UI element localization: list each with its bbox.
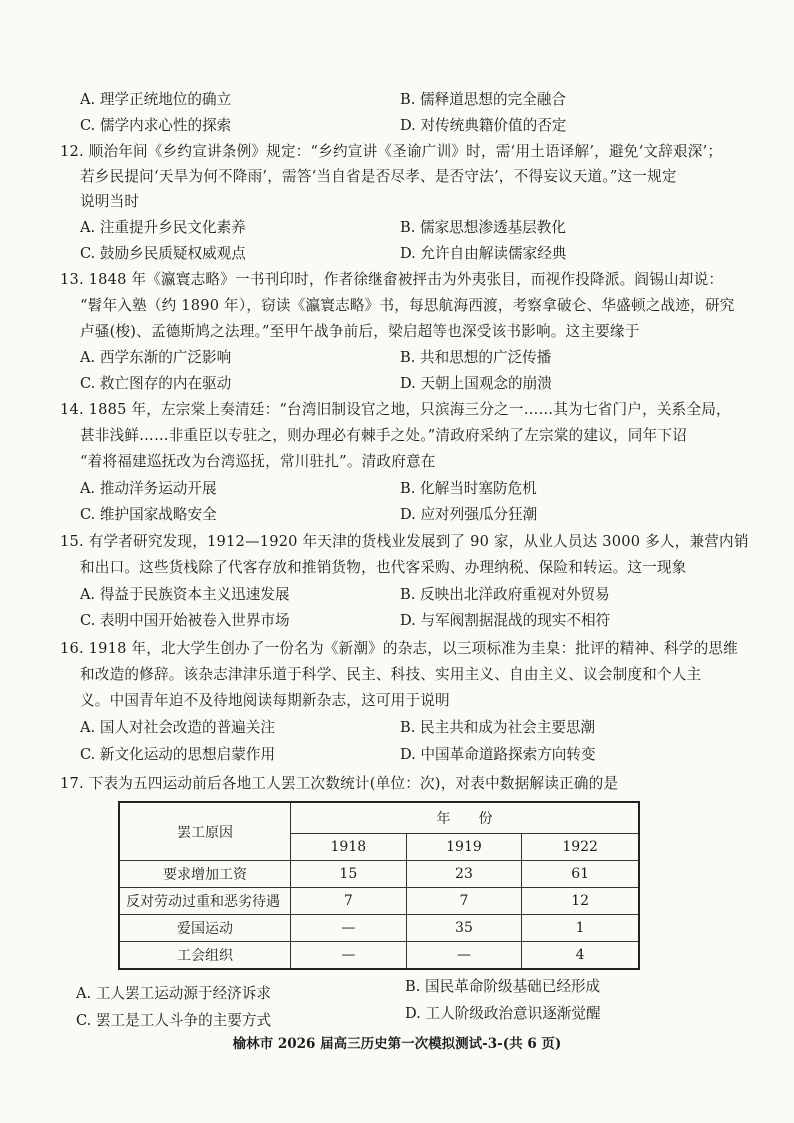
table-cell: —	[406, 942, 522, 970]
q15-option-c: C. 表明中国开始被卷入世界市场	[80, 612, 290, 629]
table-row-label: 反对劳动过重和恶劣待遇	[119, 888, 291, 915]
table-row	[119, 888, 639, 915]
table-row	[119, 942, 639, 970]
table-year-1918: 1918	[291, 834, 407, 861]
q13-option-d: D. 天朝上国观念的崩溃	[400, 375, 552, 392]
q13-stem-line2: “髫年入塾（约 1890 年），窃读《瀛寰志略》书，每思航海西渡，考察拿破仑、华盛顿之战迹，研究	[80, 297, 735, 314]
q14-option-b: B. 化解当时塞防危机	[400, 480, 537, 497]
q13-stem-line1: 13. 1848 年《瀛寰志略》一书刊印时，作者徐继畲被抨击为外夷张目，而视作投降派。阎锡山却说：	[60, 271, 724, 288]
q16-option-d: D. 中国革命道路探索方向转变	[400, 746, 596, 763]
q16-stem-line2: 和改造的修辞。该杂志津津乐道于科学、民主、科技、实用主义、自由主义、议会制度和个人主	[80, 666, 702, 683]
q16-option-b: B. 民主共和成为社会主要思潮	[400, 719, 596, 736]
q13-option-b: B. 共和思想的广泛传播	[400, 349, 552, 366]
q17-option-b: B. 国民革命阶级基础已经形成	[405, 978, 601, 995]
table-cell: 7	[406, 888, 522, 915]
table-cell: 12	[522, 888, 639, 915]
q12-stem-line2: 若乡民提问‘天旱为何不降雨’，需答‘当自省是否尽孝、是否守法’，不得妄议天道。”这一规定	[80, 168, 677, 185]
q15-option-b: B. 反映出北洋政府重视对外贸易	[400, 586, 610, 603]
q13-option-c: C. 救亡图存的内在驱动	[80, 375, 232, 392]
table-row-label: 工会组织	[119, 942, 291, 970]
q14-option-a: A. 推动洋务运动开展	[80, 480, 217, 497]
q12-option-d: D. 允许自由解读儒家经典	[400, 245, 567, 262]
table-cell: —	[291, 942, 407, 970]
table-row	[119, 861, 639, 888]
page-footer: 榆林市 2026 届高三历史第一次模拟测试-3-(共 6 页)	[232, 1036, 562, 1052]
q14-option-d: D. 应对列强瓜分狂潮	[400, 506, 538, 523]
q12-stem-line3: 说明当时	[80, 193, 140, 210]
q11-option-b: B. 儒释道思想的完全融合	[400, 91, 566, 108]
q14-stem-line3: “着将福建巡抚改为台湾巡抚，常川驻扎”。清政府意在	[80, 453, 436, 470]
table-year-1919: 1919	[406, 834, 522, 861]
q16-option-c: C. 新文化运动的思想启蒙作用	[80, 746, 276, 763]
q12-option-c: C. 鼓励乡民质疑权威观点	[80, 245, 246, 262]
q12-option-a: A. 注重提升乡民文化素养	[80, 219, 246, 236]
table-corner-header: 罢工原因	[119, 802, 291, 861]
table-row-label: 要求增加工资	[119, 861, 291, 888]
table-row-label: 爱国运动	[119, 915, 291, 942]
q11-option-c: C. 儒学内求心性的探索	[80, 117, 232, 134]
table-cell: 35	[406, 915, 522, 942]
q15-stem-line2: 和出口。这些货栈除了代客存放和推销货物，也代客采购、办理纳税、保险和转运。这一现象	[80, 559, 687, 576]
q14-stem-line2: 甚非浅鲜……非重臣以专驻之，则办理必有棘手之处。”清政府采纳了左宗棠的建议，同年下诏	[80, 427, 687, 444]
q12-option-b: B. 儒家思想渗透基层教化	[400, 219, 566, 236]
strike-statistics-table	[118, 801, 640, 970]
q13-stem-line3: 卢骚(梭)、孟德斯鸠之法理。”至甲午战争前后，梁启超等也深受该书影响。这主要缘于	[80, 323, 640, 340]
table-year-1922: 1922	[522, 834, 639, 861]
table-cell: 61	[522, 861, 639, 888]
q11-option-a: A. 理学正统地位的确立	[80, 91, 232, 108]
q12-stem-line1: 12. 顺治年间《乡约宣讲条例》规定：“乡约宣讲《圣谕广训》时，需‘用土语译解’，避免‘文辞艰深’；	[60, 143, 723, 160]
q17-option-a: A. 工人罢工运动源于经济诉求	[76, 985, 271, 1002]
q16-stem-line3: 义。中国青年迫不及待地阅读每期新杂志，这可用于说明	[80, 692, 450, 709]
table-cell: 15	[291, 861, 407, 888]
table-cell: 7	[291, 888, 407, 915]
table-cell: —	[291, 915, 407, 942]
table-cell: 1	[522, 915, 639, 942]
q16-stem-line1: 16. 1918 年，北大学生创办了一份名为《新潮》的杂志，以三项标准为圭臬：批评的精神、科学的思维	[60, 640, 738, 657]
table-row	[119, 915, 639, 942]
q15-stem-line1: 15. 有学者研究发现，1912—1920 年天津的货栈业发展到了 90 家，从业人员达 3000 多人，兼营内销	[60, 533, 749, 550]
q14-stem-line1: 14. 1885 年，左宗棠上奏清廷：“台湾旧制设官之地，只滨海三分之一……其为七省门户，关系全局，	[60, 401, 731, 418]
q17-option-c: C. 罢工是工人斗争的主要方式	[76, 1012, 272, 1029]
table-cell: 23	[406, 861, 522, 888]
table-cell: 4	[522, 942, 639, 970]
q13-option-a: A. 西学东渐的广泛影响	[80, 349, 232, 366]
q14-option-c: C. 维护国家战略安全	[80, 506, 217, 523]
q17-option-d: D. 工人阶级政治意识逐渐觉醒	[405, 1005, 601, 1022]
q15-option-d: D. 与军阀割据混战的现实不相符	[400, 612, 611, 629]
q17-stem-line1: 17. 下表为五四运动前后各地工人罢工次数统计(单位：次)，对表中数据解读正确的是	[60, 775, 619, 792]
table-year-header: 年 份	[291, 802, 640, 834]
q15-option-a: A. 得益于民族资本主义迅速发展	[80, 586, 290, 603]
q16-option-a: A. 国人对社会改造的普遍关注	[80, 719, 275, 736]
q11-option-d: D. 对传统典籍价值的否定	[400, 117, 567, 134]
